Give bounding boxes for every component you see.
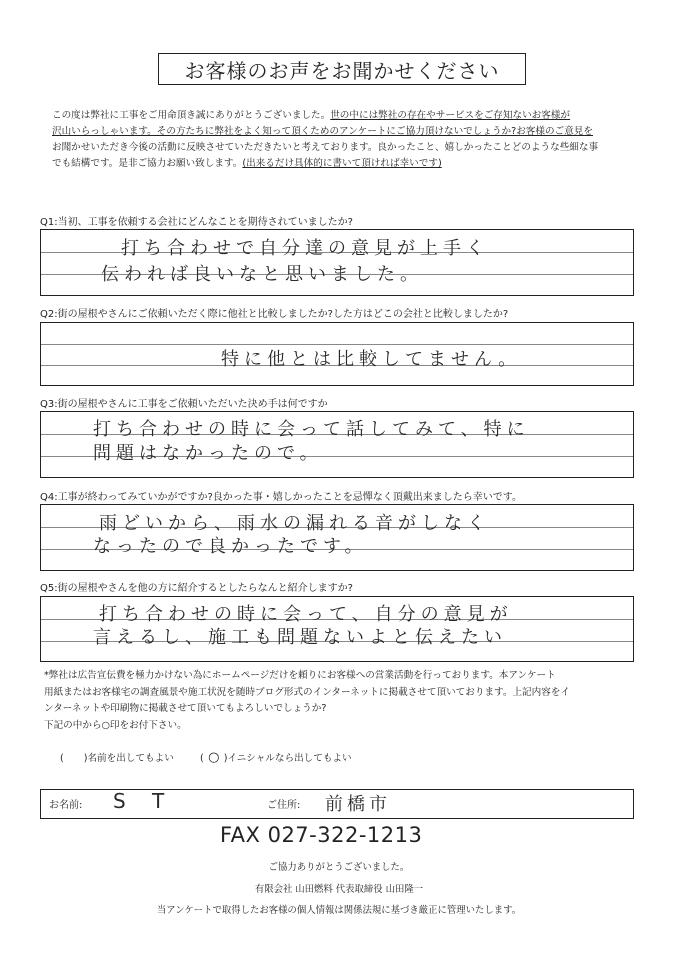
address-label: ご住所:	[267, 800, 301, 811]
answer-5-line1: 打ち合わせの時に会って、自分の意見が	[99, 604, 513, 625]
answer-5-line2: 言えるし、施工も問題ないよと伝えたい	[93, 627, 507, 648]
answer-1-line2: 伝われば良いなと思いました。	[101, 264, 423, 285]
footer-privacy: 当アンケートで取得したお客様の個人情報は関係法規に基づき厳正に管理いたします。	[156, 905, 522, 916]
footer-company: 有限会社 山田燃料 代表取締役 山田隆一	[254, 884, 424, 895]
intro-line4b: (出来るだけ具体的に書いて頂ければ幸いです)	[242, 158, 442, 169]
choice-initials-label: イニシャルなら出してもよい	[227, 753, 352, 764]
fax-number: FAX 027-322-1213	[220, 823, 423, 847]
question-4-label: Q4:工事が終わってみていかがですか?良かった事・嬉しかったことを忌憚なく頂戴出来ましたら幸いです。	[40, 492, 523, 503]
notice-line1: *弊社は広告宣伝費を極力かけない為にホームページだけを頼りにお客様への営業活動を行っております。本アンケート	[44, 670, 556, 681]
question-2-label: Q2:街の屋根やさんにご依頼いただく際に他社と比較しましたか?した方はどこの会社と比較しましたか?	[40, 309, 509, 320]
publication-notice	[44, 668, 640, 734]
notice-line2: 用紙またはお客様宅の調査風景や施工状況を随時ブログ形式のインターネットに掲載させて頂いております。上記内容をイ	[44, 686, 571, 698]
answer-2-line1: 特に他とは比較してません。	[221, 349, 522, 370]
address-value: 前橋市	[325, 794, 391, 815]
answer-4-box	[40, 504, 634, 571]
page-title: お客様のお声をお聞かせください	[158, 53, 526, 85]
name-value: S T	[113, 789, 175, 813]
intro-line2: 沢山いらっしゃいます。その方たちに弊社をよく知って頂くためのアンケートにご協力頂けないでしょうか?お客様のご意見を	[52, 126, 593, 137]
name-label: お名前:	[49, 800, 83, 811]
answer-3-line2: 問題はなかったので。	[93, 443, 323, 464]
choice-initials-mark: ○	[208, 750, 220, 765]
name-address-box	[40, 789, 634, 819]
answer-1-line1: 打ち合わせで自分達の意見が上手く	[121, 238, 489, 259]
choice-initials[interactable]: ( ○ )イニシャルなら出してもよい	[200, 750, 352, 765]
answer-1-box	[40, 229, 634, 296]
choice-full-name[interactable]: ( )名前を出してもよい	[60, 753, 174, 764]
answer-4-line2: なったので良かったです。	[93, 536, 368, 557]
question-5-label: Q5:街の屋根やさんを他の方に紹介するとしたらなんと紹介しますか?	[40, 583, 353, 594]
question-3-label: Q3:街の屋根やさんに工事をご依頼いただいた決め手は何ですか	[40, 399, 328, 410]
intro-line3: お聞かせいただき今後の活動に反映させていただきたいと考えております。良かったこと、嬉しかったことどのような些細な事	[52, 142, 599, 153]
answer-2-box	[40, 322, 634, 386]
answer-5-box	[40, 596, 634, 662]
notice-line4: 下記の中から○印をお付下さい。	[44, 719, 187, 731]
footer-thanks: ご協力ありがとうございました。	[268, 862, 410, 873]
intro-text	[52, 108, 637, 172]
answer-3-box	[40, 411, 634, 478]
intro-line4a: でも結構です。是非ご協力お願い致します。	[52, 158, 243, 169]
question-1-label: Q1:当初、工事を依頼する会社にどんなことを期待されていましたか?	[40, 217, 353, 228]
notice-line3: ンターネットや印刷物に掲載させて頂いてもよろしいでしょうか?	[44, 703, 327, 714]
answer-4-line1: 雨どいから、雨水の漏れる音がしなく	[99, 513, 490, 534]
intro-line1b: 世の中には弊社の存在やサービスをご存知ないお客様が	[330, 110, 571, 121]
choice-full-name-label: 名前を出してもよい	[87, 753, 174, 764]
intro-line1a: この度は弊社に工事をご用命頂き誠にありがとうございました。	[52, 110, 331, 121]
answer-3-line1: 打ち合わせの時に会って話してみて、特に	[93, 419, 530, 440]
